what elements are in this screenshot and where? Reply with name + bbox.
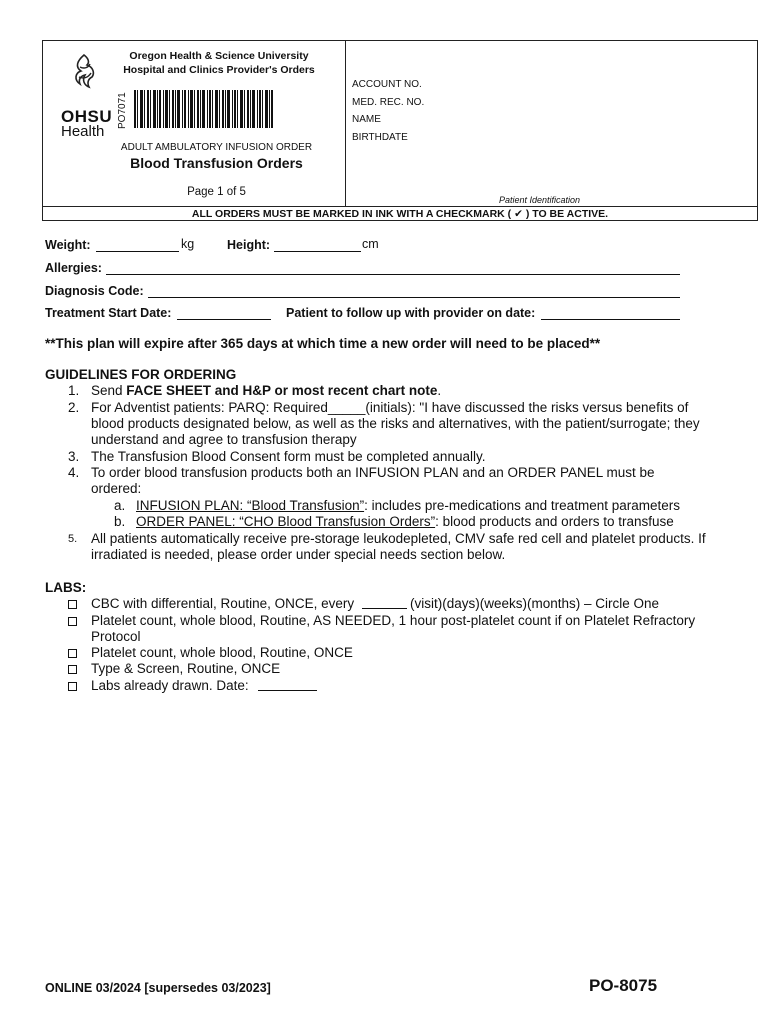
guideline-2-line-3: understand and agree to transfusion therapy (91, 432, 357, 447)
logo-wordmark-ohsu: OHSU (61, 107, 113, 126)
lab-cbc-interval-text: (visit)(days)(weeks)(months) – Circle One (410, 596, 660, 611)
guideline-4b-text: : blood products and orders to transfuse (435, 514, 674, 529)
guideline-4b (136, 514, 674, 531)
med-rec-no-label: MED. REC. NO. (352, 97, 425, 108)
guideline-2-line-1: For Adventist patients: PARQ: Required_____(initials): "I have discussed the risks versus benefits of (91, 400, 689, 415)
height-label: Height: (227, 238, 271, 252)
logo-wordmark-health: Health (61, 123, 105, 140)
weight-label: Weight: (45, 238, 91, 252)
guideline-4a-letter: a. (114, 498, 126, 513)
follow-up-date-field[interactable] (541, 307, 680, 320)
allergies-field[interactable] (106, 262, 680, 275)
banner-text-1: ALL ORDERS MUST BE MARKED IN INK WITH A CHECKMARK ( (191, 208, 512, 220)
lab-platelet-as-needed-checkbox[interactable] (68, 617, 77, 626)
weight-field[interactable] (96, 239, 179, 252)
lab-cbc-frequency-field[interactable] (362, 596, 407, 609)
lab-platelet-once-text: Platelet count, whole blood, Routine, ONCE (91, 645, 353, 660)
diagnosis-code-field[interactable] (148, 285, 680, 298)
birthdate-label: BIRTHDATE (352, 132, 408, 143)
name-label: NAME (352, 114, 381, 125)
checkmark-banner (43, 208, 757, 220)
lab-platelet-as-needed-line-2: Protocol (91, 629, 141, 644)
guideline-4-line-2: ordered: (91, 481, 142, 496)
barcode-id: PO7071 (117, 92, 128, 129)
guideline-3-number: 3. (68, 449, 80, 464)
weight-unit: kg (181, 237, 195, 251)
diagnosis-code-label: Diagnosis Code: (45, 284, 144, 298)
guideline-1-text: Send (91, 383, 127, 398)
guideline-4a-text: : includes pre-medications and treatment parameters (364, 498, 680, 513)
lab-type-screen-checkbox[interactable] (68, 665, 77, 674)
banner-text-2: ) TO BE ACTIVE. (525, 208, 609, 220)
infusion-plan-link[interactable]: INFUSION PLAN: “Blood Transfusion” (136, 498, 365, 513)
guideline-2-number: 2. (68, 400, 80, 415)
guideline-4-line-1: To order blood transfusion products both an INFUSION PLAN and an ORDER PANEL must be (91, 465, 655, 480)
lab-cbc-text: CBC with differential, Routine, ONCE, every (91, 596, 355, 611)
header-divider (43, 206, 757, 207)
ohsu-logo (61, 51, 113, 140)
follow-up-date-label: Patient to follow up with provider on date: (286, 306, 536, 320)
guideline-5-number: 5. (68, 533, 78, 545)
guideline-2-line-2: blood products designated below, as well as the risks and alternatives, with the patient/surrogate; they (91, 416, 700, 431)
guideline-1-end: . (437, 383, 442, 398)
guideline-5-line-1: All patients automatically receive pre-storage leukodepleted, CMV safe red cell and platelet products. If (91, 531, 706, 546)
guideline-4b-letter: b. (114, 514, 126, 529)
footer-form-number: PO-8075 (589, 976, 658, 995)
guidelines-heading: GUIDELINES FOR ORDERING (45, 367, 237, 382)
height-unit: cm (362, 237, 379, 251)
header-left-panel (43, 41, 346, 207)
treatment-start-date-label: Treatment Start Date: (45, 306, 172, 320)
guideline-3: The Transfusion Blood Consent form must be completed annually. (91, 449, 486, 464)
lab-cbc-checkbox[interactable] (68, 600, 77, 609)
lab-already-drawn-text: Labs already drawn. Date: (91, 678, 249, 693)
guideline-1-bold: FACE SHEET and H&P or most recent chart note (126, 383, 438, 398)
ohsu-flame-icon (69, 53, 99, 91)
guideline-4a (136, 498, 680, 515)
footer-version: ONLINE 03/2024 [supersedes 03/2023] (45, 981, 271, 995)
guideline-1 (91, 383, 441, 400)
order-panel-link[interactable]: ORDER PANEL: “CHO Blood Transfusion Orders” (136, 514, 436, 529)
labs-heading: LABS: (45, 580, 87, 595)
org-subtitle: Hospital and Clinics Provider's Orders (123, 64, 315, 76)
lab-platelet-once-checkbox[interactable] (68, 649, 77, 658)
lab-already-drawn-checkbox[interactable] (68, 682, 77, 691)
form-title: Blood Transfusion Orders (130, 155, 303, 171)
guideline-5-line-2: irradiated is needed, please order under special needs section below. (91, 547, 506, 562)
barcode-icon (134, 90, 274, 128)
order-type: ADULT AMBULATORY INFUSION ORDER (120, 142, 313, 153)
lab-platelet-as-needed-line-1: Platelet count, whole blood, Routine, AS NEEDED, 1 hour post-platelet count if on Platelet Refractory (91, 613, 696, 628)
lab-already-drawn-date-field[interactable] (258, 678, 317, 691)
patient-identification-caption: Patient Identification (499, 195, 581, 205)
org-name: Oregon Health & Science University (129, 50, 309, 62)
treatment-start-date-field[interactable] (177, 307, 271, 320)
page-number: Page 1 of 5 (187, 186, 246, 198)
checkmark-icon: ✔ (514, 208, 523, 220)
lab-type-screen-text: Type & Screen, Routine, ONCE (91, 661, 281, 676)
guideline-4-number: 4. (68, 465, 80, 480)
guideline-1-number: 1. (68, 383, 80, 398)
form-header (42, 40, 758, 221)
account-no-label: ACCOUNT NO. (352, 79, 422, 90)
expiry-notice: **This plan will expire after 365 days at which time a new order will need to be placed** (45, 336, 601, 351)
allergies-label: Allergies: (45, 261, 102, 275)
height-field[interactable] (274, 239, 361, 252)
